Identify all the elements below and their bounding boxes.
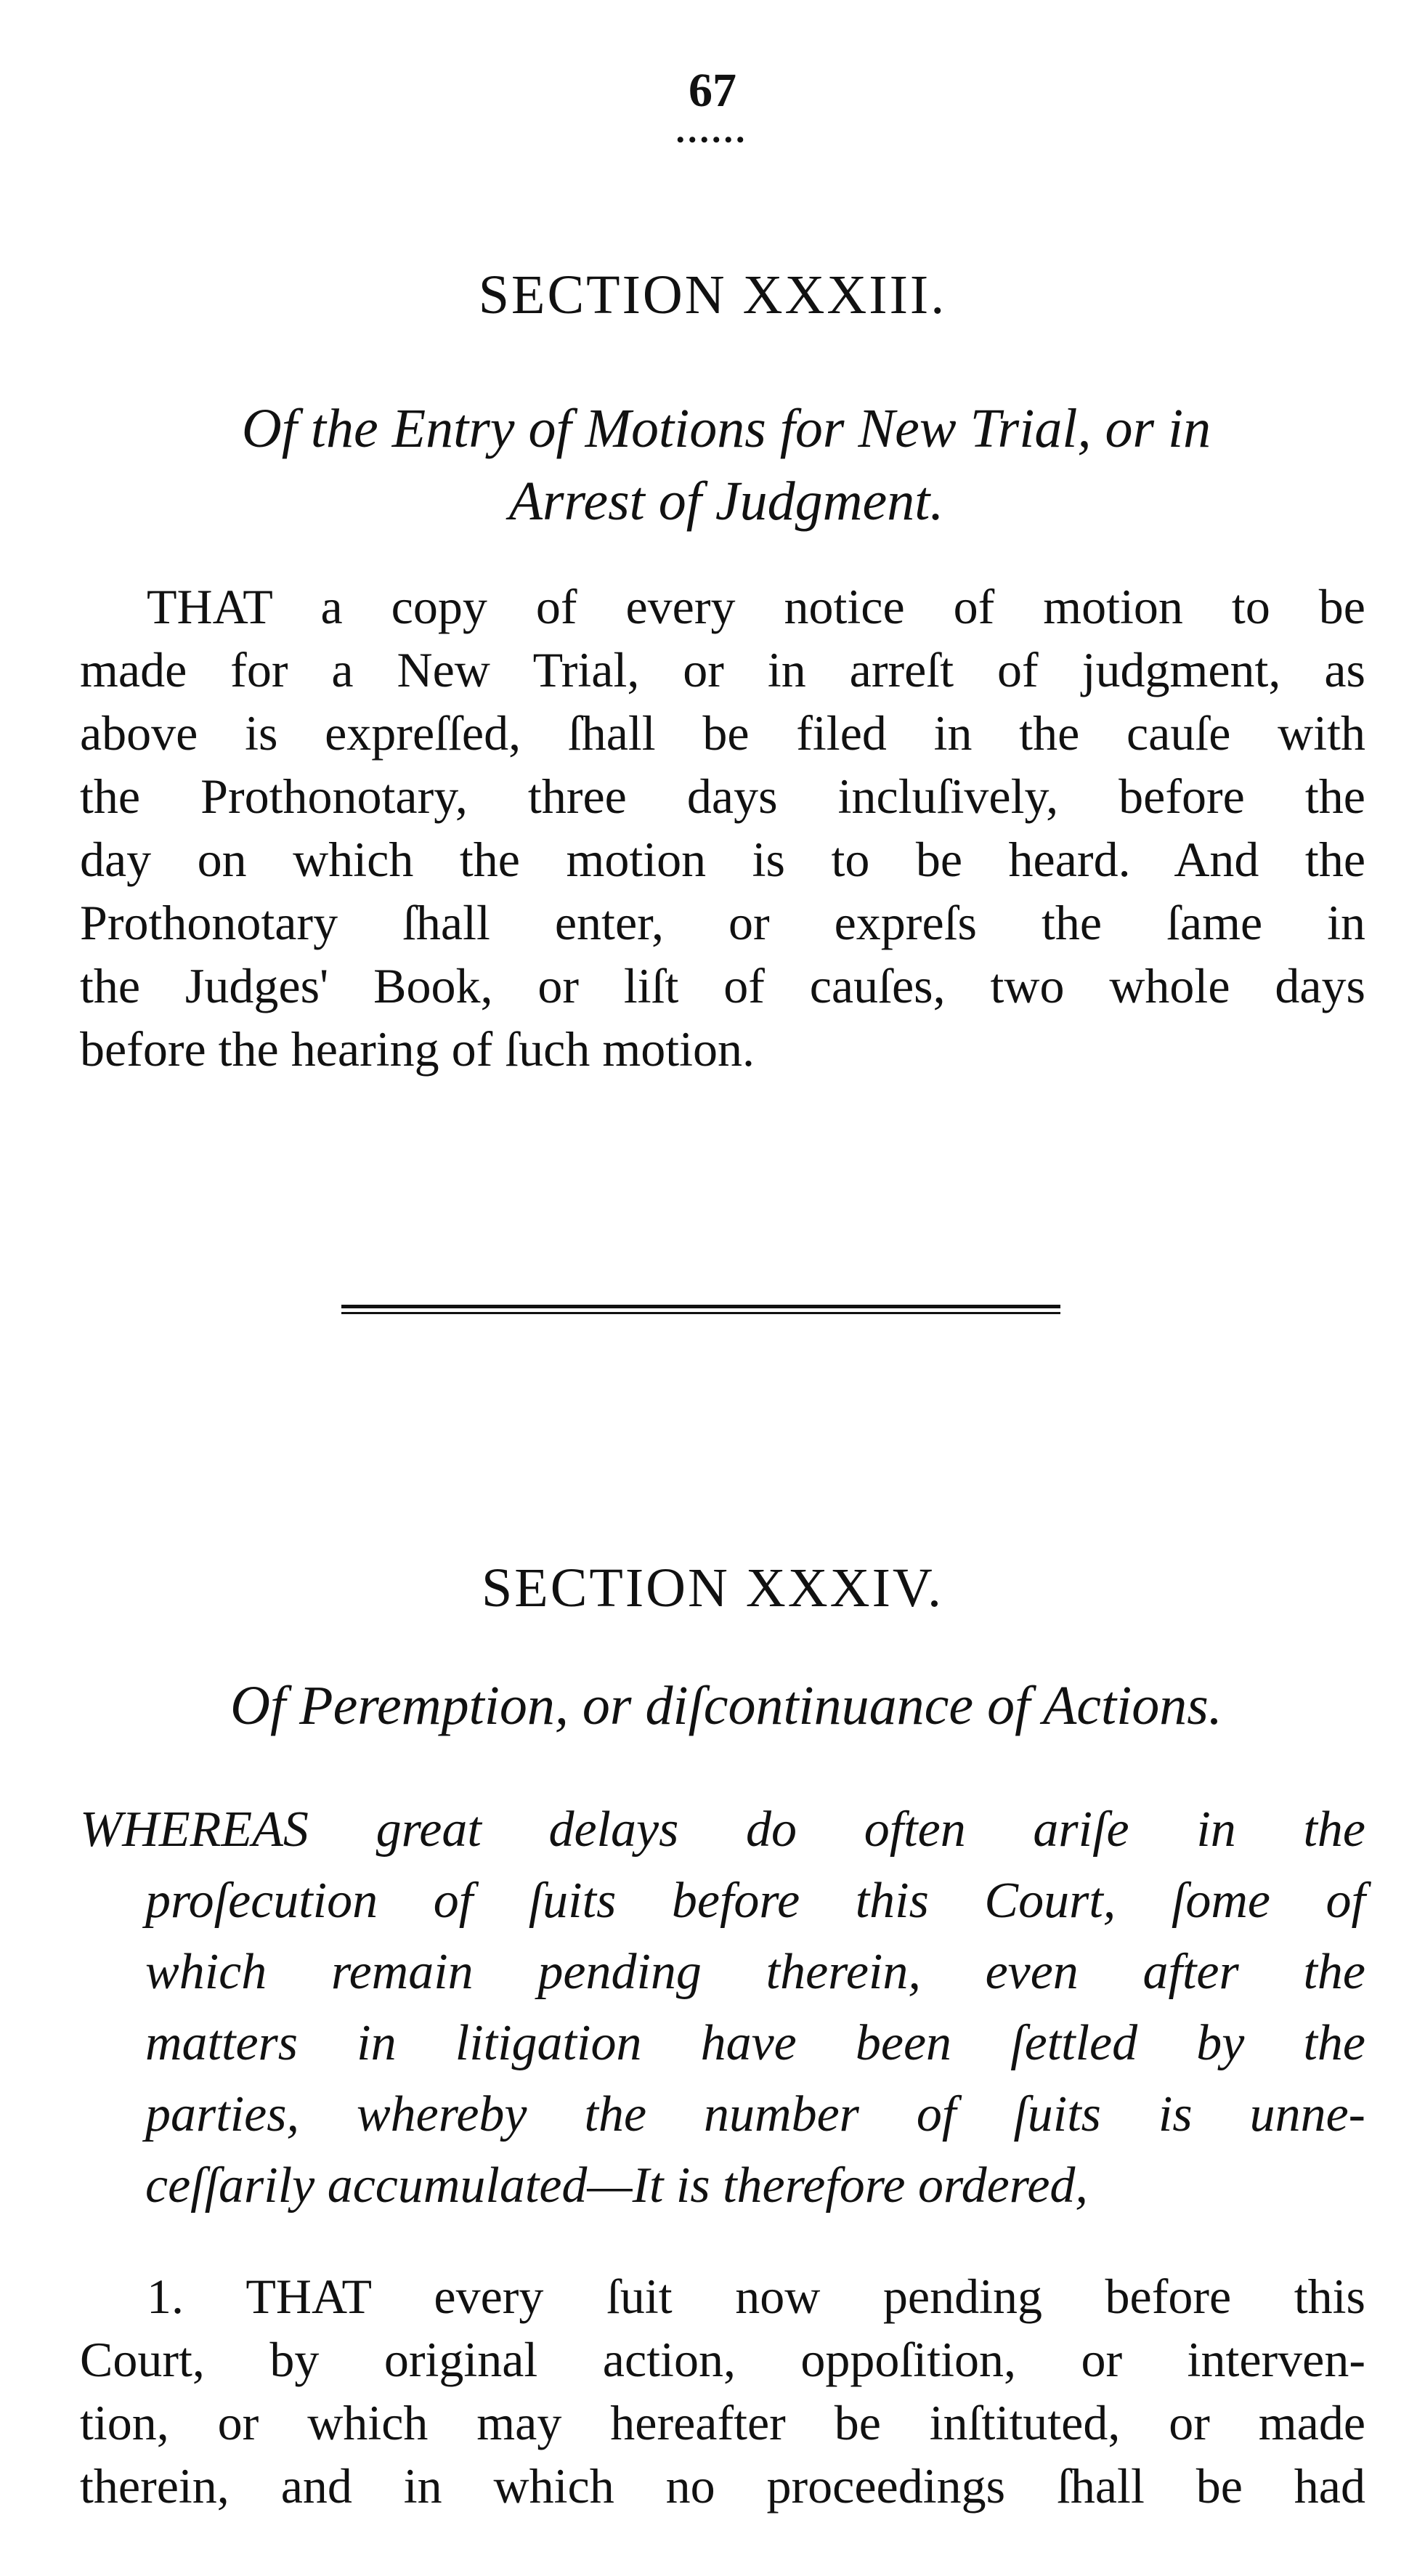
section-33-subtitle-line: Arrest of Judgment.	[508, 471, 944, 532]
page-number: 67	[689, 64, 736, 117]
section-34-preamble	[80, 1794, 1365, 2221]
preamble-line: matters in litigation have been ſettled by the	[145, 2015, 1365, 2071]
preamble-line: which remain pending therein, even after the	[145, 1944, 1365, 2000]
section-33-heading: SECTION XXXIII.	[478, 264, 947, 325]
body-line: above is expreſſed, ſhall be filed in the cauſe with	[80, 705, 1365, 761]
preamble-line: proſecution of ſuits before this Court, ſome of	[145, 1873, 1365, 1929]
body-line: the Prothonotary, three days incluſively, before the	[80, 769, 1365, 824]
section-34-subtitle: Of Peremption, or diſcontinuance of Actions.	[230, 1675, 1222, 1736]
body-line: day on which the motion is to be heard. And the	[80, 832, 1365, 887]
preamble-line: parties, whereby the number of ſuits is unne-	[145, 2086, 1365, 2142]
section-divider-rule	[341, 1302, 1060, 1318]
preamble-line: WHEREAS great delays do often ariſe in the	[80, 1802, 1365, 1858]
section-33-body	[80, 575, 1365, 1081]
body-line: before the hearing of ſuch motion.	[80, 1021, 755, 1077]
rule-line: Court, by original action, oppoſition, or interven-	[80, 2332, 1365, 2387]
rule-line: tion, or which may hereafter be inſtituted, or made	[80, 2395, 1365, 2450]
rule-line: therein, and in which no proceedings ſhall be had	[80, 2458, 1365, 2514]
section-33-subtitle	[80, 392, 1373, 538]
page-ornament: ••••••	[676, 128, 749, 152]
rule-line: 1. THAT every ſuit now pending before this	[147, 2269, 1365, 2324]
body-line: made for a New Trial, or in arreſt of judgment, as	[80, 642, 1365, 697]
body-line: the Judges' Book, or liſt of cauſes, two whole days	[80, 958, 1365, 1013]
section-33-subtitle-line: Of the Entry of Motions for New Trial, or in	[241, 398, 1211, 459]
preamble-line: ceſſarily accumulated—It is therefore ordered,	[145, 2158, 1088, 2214]
section-34-heading: SECTION XXXIV.	[482, 1558, 943, 1619]
body-line: Prothonotary ſhall enter, or expreſs the ſame in	[80, 895, 1365, 950]
section-34-rule-1	[80, 2265, 1365, 2518]
body-line: THAT a copy of every notice of motion to be	[147, 579, 1365, 634]
